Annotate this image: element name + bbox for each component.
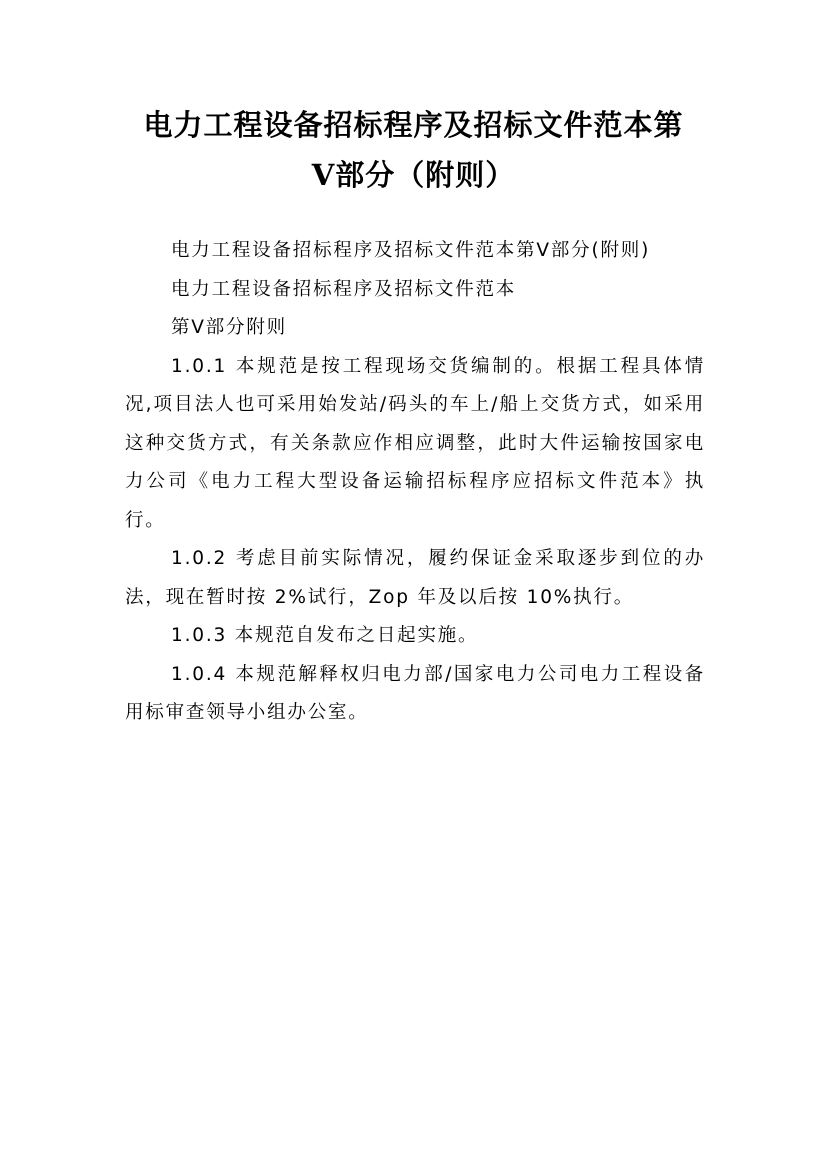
document-body xyxy=(125,232,705,733)
clause-1-0-4: 1.0.4 本规范解释权归电力部/国家电力公司电力工程设备用标审查领导小组办公室。 xyxy=(125,663,705,723)
paragraph-subtitle-full: 电力工程设备招标程序及招标文件范本第Ⅴ部分(附则) xyxy=(171,240,651,261)
clause-1-0-3: 1.0.3 本规范自发布之日起实施。 xyxy=(171,625,479,646)
title-line-2: Ⅴ部分（附则） xyxy=(311,158,516,192)
paragraph-subtitle-name: 电力工程设备招标程序及招标文件范本 xyxy=(171,278,517,300)
clause-1-0-1: 1.0.1 本规范是按工程现场交货编制的。根据工程具体情况,项目法人也可采用始发站/码头的车上/船上交货方式，如采用这种交货方式，有关条款应作相应调整，此时大件运输按国家电力公司《电力工程大型设备运输招标程序应招标文件范本》执行。 xyxy=(125,355,705,531)
title-line-1: 电力工程设备招标程序及招标文件范本第 xyxy=(143,108,684,142)
document-title xyxy=(100,100,727,200)
clause-1-0-2: 1.0.2 考虑目前实际情况，履约保证金采取逐步到位的办法，现在暂时按 2%试行，Zop 年及以后按 10%执行。 xyxy=(125,548,705,608)
paragraph-section-heading: 第Ⅴ部分附则 xyxy=(171,317,287,338)
